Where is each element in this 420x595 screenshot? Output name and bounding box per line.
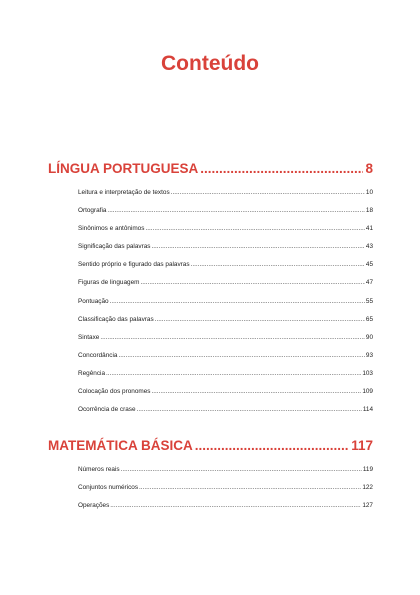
page-title: Conteúdo xyxy=(161,52,259,75)
dot-leader xyxy=(106,370,361,377)
toc-entry[interactable] xyxy=(78,334,373,352)
toc-entry[interactable] xyxy=(78,189,373,207)
toc-entry-label: Leitura e interpretação de textos xyxy=(78,189,170,196)
toc-entry-page-number: 122 xyxy=(362,484,373,492)
dot-leader xyxy=(151,388,361,395)
dot-leader xyxy=(110,298,365,305)
toc-entry-page-number: 114 xyxy=(362,406,373,414)
dot-leader xyxy=(151,243,364,250)
dot-leader xyxy=(155,316,365,323)
toc-entry[interactable] xyxy=(78,466,373,484)
dot-leader xyxy=(200,161,363,176)
toc-entry-label: Pontuação xyxy=(78,297,109,305)
toc-entry-label: Ocorrência de crase xyxy=(78,406,136,414)
toc-entry-label: Significação das palavras xyxy=(78,243,151,251)
toc-entry-page-number: 90 xyxy=(365,333,373,341)
toc-entry[interactable] xyxy=(78,370,373,388)
dot-leader xyxy=(195,438,349,453)
section-page-number: 117 xyxy=(351,438,373,453)
dot-leader xyxy=(100,334,365,341)
dot-leader xyxy=(118,352,364,359)
toc-entries xyxy=(78,466,373,520)
section-page-number: 8 xyxy=(365,161,373,176)
toc-entry[interactable] xyxy=(78,388,373,406)
toc-entry-label: Concordância xyxy=(78,351,118,359)
toc-entry-label: Classificação das palavras xyxy=(78,315,154,323)
toc-entry[interactable] xyxy=(78,298,373,316)
dot-leader xyxy=(145,225,364,232)
toc-section-lingua-portuguesa xyxy=(48,161,373,424)
toc-entry-page-number: 45 xyxy=(365,261,373,269)
toc-entry-page-number: 127 xyxy=(362,502,373,510)
dot-leader xyxy=(137,406,362,413)
toc-entries xyxy=(78,189,373,424)
toc-entry-label: Sinônimos e antônimos xyxy=(78,225,145,233)
toc-entry-page-number: 65 xyxy=(365,315,373,323)
toc-entry[interactable] xyxy=(78,243,373,261)
toc-entry-page-number: 109 xyxy=(362,388,373,396)
dot-leader xyxy=(191,261,365,268)
section-heading[interactable] xyxy=(48,161,373,181)
toc-entry-label: Sintaxe xyxy=(78,333,100,341)
toc-entry-label: Conjuntos numéricos xyxy=(78,484,139,492)
toc-entry-page-number: 119 xyxy=(362,466,373,473)
toc-entry[interactable] xyxy=(78,502,373,520)
toc-entry[interactable] xyxy=(78,352,373,370)
toc-entry-label: Operações xyxy=(78,502,110,510)
toc-entry[interactable] xyxy=(78,225,373,243)
toc-entry-page-number: 47 xyxy=(365,279,373,287)
toc-entry[interactable] xyxy=(78,406,373,424)
toc-entry-label: Números reais xyxy=(78,466,120,473)
toc-entry[interactable] xyxy=(78,484,373,502)
toc-entry-label: Sentido próprio e figurado das palavras xyxy=(78,261,190,269)
dot-leader xyxy=(107,207,364,214)
toc-entry-page-number: 41 xyxy=(365,225,373,233)
dot-leader xyxy=(110,502,361,509)
toc-entry-page-number: 10 xyxy=(365,189,373,196)
dot-leader xyxy=(139,484,361,491)
dot-leader xyxy=(121,466,362,473)
toc-entry-page-number: 93 xyxy=(365,351,373,359)
toc-entry-page-number: 103 xyxy=(362,369,373,377)
toc-entry[interactable] xyxy=(78,279,373,297)
section-heading[interactable] xyxy=(48,438,373,458)
section-title: LÍNGUA PORTUGUESA xyxy=(48,161,199,176)
dot-leader xyxy=(140,279,364,286)
toc-entry-label: Regência xyxy=(78,369,106,377)
toc-entry[interactable] xyxy=(78,207,373,225)
toc-entry-label: Ortografia xyxy=(78,207,107,215)
toc-section-matematica-basica xyxy=(48,438,373,520)
toc-entry[interactable] xyxy=(78,261,373,279)
dot-leader xyxy=(171,189,365,196)
toc-entry-page-number: 55 xyxy=(365,297,373,305)
toc-entry-label: Colocação dos pronomes xyxy=(78,388,151,396)
toc-entry[interactable] xyxy=(78,316,373,334)
toc-entry-page-number: 43 xyxy=(365,243,373,251)
toc-entry-label: Figuras de linguagem xyxy=(78,279,140,287)
section-title: MATEMÁTICA BÁSICA xyxy=(48,438,193,453)
toc-entry-page-number: 18 xyxy=(365,207,373,215)
